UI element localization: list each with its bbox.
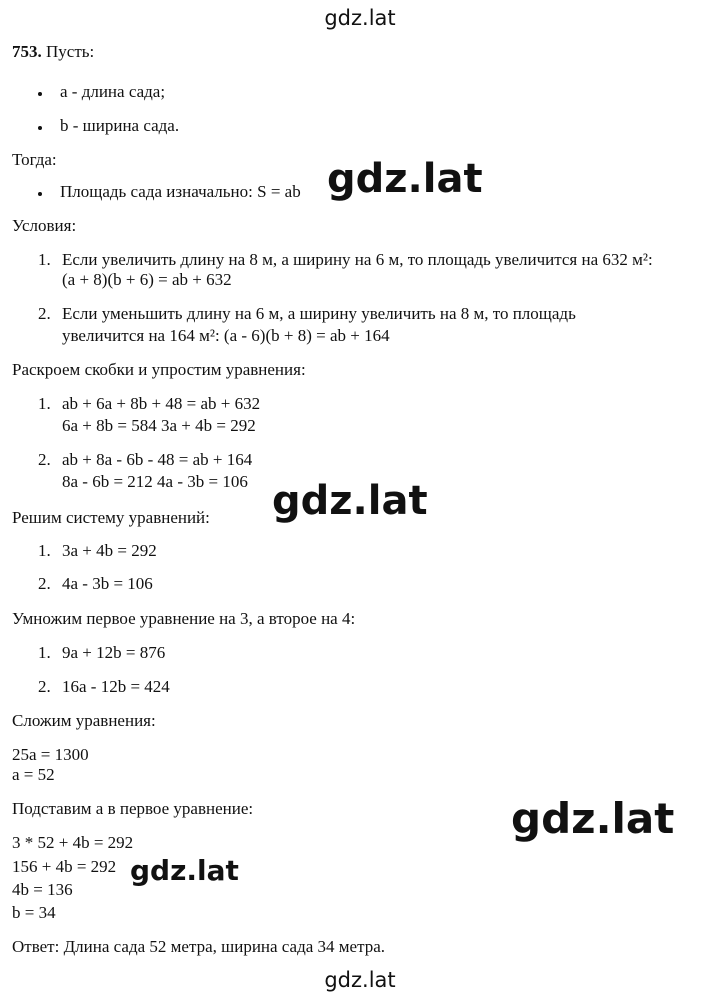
expand-2-line-1: ab + 8a - 6b - 48 = ab + 164 — [62, 450, 253, 469]
system-number: 1. — [38, 541, 51, 560]
conditions-label: Условия: — [12, 216, 77, 235]
expand-number: 2. — [38, 450, 51, 469]
add-line-2: a = 52 — [12, 765, 55, 784]
expand-number: 1. — [38, 394, 51, 413]
condition-1-line-2: (a + 8)(b + 6) = ab + 632 — [62, 270, 232, 289]
let-item-b: b - ширина сада. — [60, 116, 180, 135]
expand-label: Раскроем скобки и упростим уравнения: — [12, 360, 306, 379]
multiply-number: 2. — [38, 677, 51, 696]
bullet-dot — [38, 126, 42, 130]
condition-number: 2. — [38, 304, 51, 323]
expand-1-line-2: 6a + 8b = 584 3a + 4b = 292 — [62, 416, 256, 435]
system-label: Решим систему уравнений: — [12, 508, 210, 527]
watermark-large: gdz.lat — [130, 854, 239, 887]
substitute-label: Подставим а в первое уравнение: — [12, 799, 254, 818]
condition-2-line-1: Если уменьшить длину на 6 м, а ширину увеличить на 8 м, то площадь — [62, 304, 576, 323]
substitute-line-3: 4b = 136 — [12, 880, 73, 899]
substitute-line-2: 156 + 4b = 292 — [12, 857, 117, 876]
watermark-large: gdz.lat — [327, 156, 483, 202]
expand-1-line-1: ab + 6a + 8b + 48 = ab + 632 — [62, 394, 261, 413]
multiply-eq-1: 9a + 12b = 876 — [62, 643, 166, 662]
add-label: Сложим уравнения: — [12, 711, 156, 730]
problem-header — [12, 42, 94, 62]
watermark-bottom: gdz.lat — [324, 968, 396, 992]
condition-number: 1. — [38, 250, 51, 269]
let-item-a: a - длина сада; — [60, 82, 166, 101]
add-line-1: 25a = 1300 — [12, 745, 89, 764]
bullet-dot — [38, 192, 42, 196]
substitute-line-4: b = 34 — [12, 903, 56, 922]
condition-1-line-1: Если увеличить длину на 8 м, а ширину на 6 м, то площадь увеличится на 632 м²: — [62, 250, 653, 269]
multiply-number: 1. — [38, 643, 51, 662]
bullet-dot — [38, 92, 42, 96]
condition-2-line-2: увеличится на 164 м²: (a - 6)(b + 8) = ab + 164 — [62, 326, 390, 345]
problem-number: 753. — [12, 42, 42, 61]
expand-2-line-2: 8a - 6b = 212 4a - 3b = 106 — [62, 472, 248, 491]
then-item-area: Площадь сада изначально: S = ab — [60, 182, 301, 201]
system-eq-2: 4a - 3b = 106 — [62, 574, 153, 593]
system-number: 2. — [38, 574, 51, 593]
watermark-large: gdz.lat — [272, 478, 428, 524]
multiply-eq-2: 16a - 12b = 424 — [62, 677, 170, 696]
system-eq-1: 3a + 4b = 292 — [62, 541, 157, 560]
then-label: Тогда: — [12, 150, 57, 169]
substitute-line-1: 3 * 52 + 4b = 292 — [12, 833, 134, 852]
problem-intro: Пусть: — [46, 42, 95, 61]
watermark-top: gdz.lat — [324, 6, 396, 30]
watermark-large: gdz.lat — [511, 794, 675, 843]
multiply-label: Умножим первое уравнение на 3, а второе на 4: — [12, 609, 356, 628]
answer-text: Ответ: Длина сада 52 метра, ширина сада 34 метра. — [12, 937, 386, 956]
